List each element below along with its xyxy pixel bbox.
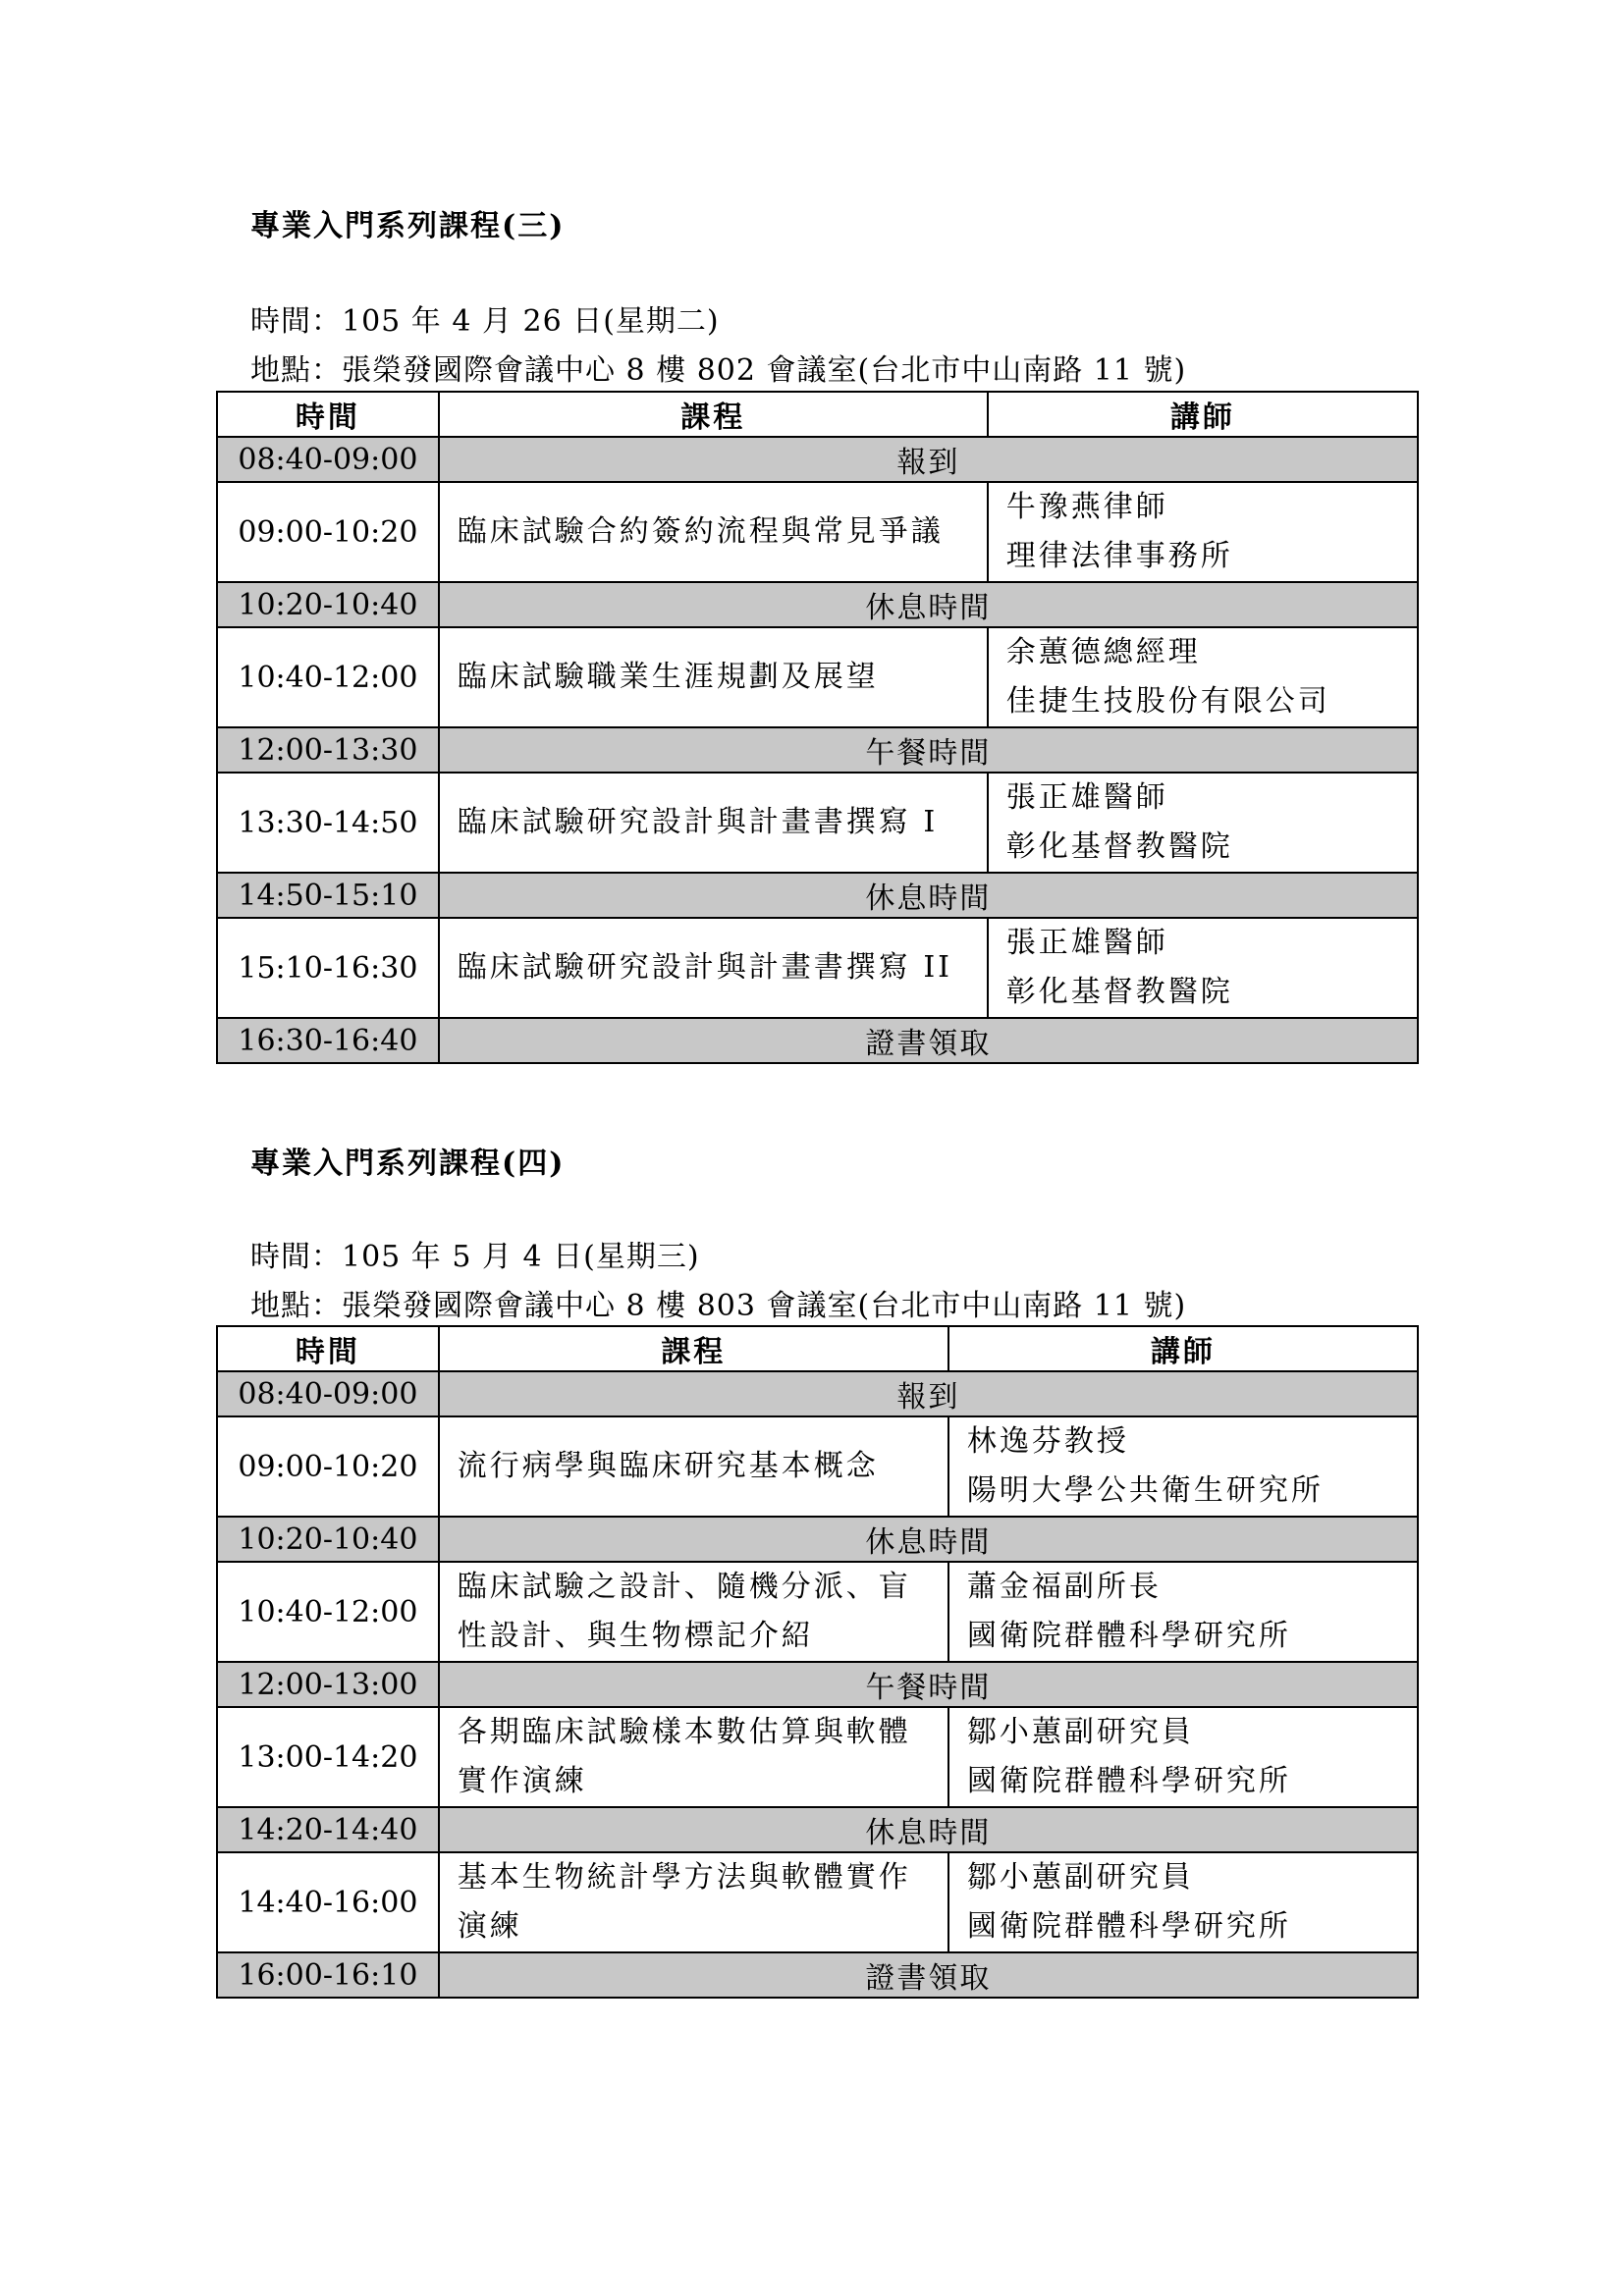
time-cell: 10:40-12:00: [217, 627, 439, 727]
course-line: 臨床試驗合約簽約流程與常見爭議: [457, 514, 944, 549]
break-note: 午餐時間: [439, 1662, 1418, 1707]
column-header: 講師: [988, 392, 1418, 437]
lecturer-line: 彰化基督教醫院: [1005, 975, 1233, 1009]
column-header: 講師: [948, 1326, 1418, 1371]
lecturer-line: 林逸芬教授: [966, 1424, 1129, 1459]
break-note: 休息時間: [439, 873, 1418, 918]
session-row: [217, 1707, 1418, 1807]
lecturer-line: 張正雄醫師: [1005, 780, 1168, 815]
lecturer-line: 國衛院群體科學研究所: [966, 1909, 1291, 1944]
course-cell: [439, 773, 988, 873]
course-line: 各期臨床試驗樣本數估算與軟體: [457, 1715, 911, 1749]
section-title: 專業入門系列課程(四): [250, 1147, 566, 1181]
time-cell: 14:20-14:40: [217, 1807, 439, 1852]
break-row: [217, 1018, 1418, 1063]
session-row: [217, 627, 1418, 727]
break-row: [217, 1952, 1418, 1998]
course-cell: [439, 1852, 948, 1952]
lecturer-line: 牛豫燕律師: [1005, 490, 1168, 524]
time-cell: 09:00-10:20: [217, 482, 439, 582]
break-row: [217, 582, 1418, 627]
lecturer-line: 佳捷生技股份有限公司: [1005, 684, 1330, 719]
session-row: [217, 1562, 1418, 1662]
venue-line: 地點：張榮發國際會議中心 8 樓 802 會議室(台北市中山南路 11 號): [250, 353, 1187, 388]
course-cell: [439, 918, 988, 1018]
course-line: 臨床試驗之設計、隨機分派、盲: [457, 1570, 911, 1604]
course-line: 實作演練: [457, 1764, 587, 1798]
schedule-table: [216, 391, 1419, 1064]
lecturer-line: 張正雄醫師: [1005, 926, 1168, 960]
lecturer-cell: [948, 1416, 1418, 1517]
lecturer-cell: [988, 482, 1418, 582]
schedule-body: [217, 1326, 1418, 1998]
lecturer-cell: [988, 773, 1418, 873]
lecturer-cell: [988, 627, 1418, 727]
lecturer-line: 彰化基督教醫院: [1005, 829, 1233, 864]
course-cell: [439, 1562, 948, 1662]
venue-line: 地點：張榮發國際會議中心 8 樓 803 會議室(台北市中山南路 11 號): [250, 1289, 1187, 1323]
time-cell: 12:00-13:00: [217, 1662, 439, 1707]
lecturer-cell: [988, 918, 1418, 1018]
time-cell: 08:40-09:00: [217, 437, 439, 482]
lecturer-line: 蕭金福副所長: [966, 1570, 1162, 1604]
course-line: 臨床試驗研究設計與計畫書撰寫 I: [457, 805, 939, 839]
column-header: 課程: [439, 392, 988, 437]
break-row: [217, 1371, 1418, 1416]
break-row: [217, 727, 1418, 773]
break-note: 休息時間: [439, 582, 1418, 627]
course-line: 基本生物統計學方法與軟體實作: [457, 1860, 911, 1895]
break-note: 報到: [439, 1371, 1418, 1416]
lecturer-line: 國衛院群體科學研究所: [966, 1619, 1291, 1653]
schedule-table: [216, 1325, 1419, 1999]
header-row: [217, 392, 1418, 437]
time-cell: 12:00-13:30: [217, 727, 439, 773]
time-cell: 14:40-16:00: [217, 1852, 439, 1952]
column-header: 時間: [217, 392, 439, 437]
time-cell: 14:50-15:10: [217, 873, 439, 918]
lecturer-cell: [948, 1562, 1418, 1662]
lecturer-line: 鄒小蕙副研究員: [966, 1860, 1194, 1895]
session-row: [217, 773, 1418, 873]
lecturer-line: 陽明大學公共衛生研究所: [966, 1473, 1324, 1508]
lecturer-cell: [948, 1707, 1418, 1807]
time-cell: 15:10-16:30: [217, 918, 439, 1018]
column-header: 課程: [439, 1326, 948, 1371]
time-cell: 08:40-09:00: [217, 1371, 439, 1416]
break-row: [217, 873, 1418, 918]
header-row: [217, 1326, 1418, 1371]
date-line: 時間：105 年 5 月 4 日(星期三): [250, 1240, 700, 1274]
break-row: [217, 1662, 1418, 1707]
break-note: 休息時間: [439, 1517, 1418, 1562]
course-line: 流行病學與臨床研究基本概念: [457, 1449, 879, 1483]
lecturer-line: 國衛院群體科學研究所: [966, 1764, 1291, 1798]
lecturer-cell: [948, 1852, 1418, 1952]
lecturer-line: 理律法律事務所: [1005, 539, 1233, 573]
course-line: 臨床試驗職業生涯規劃及展望: [457, 660, 879, 694]
session-row: [217, 1852, 1418, 1952]
time-cell: 13:00-14:20: [217, 1707, 439, 1807]
time-cell: 09:00-10:20: [217, 1416, 439, 1517]
time-cell: 10:40-12:00: [217, 1562, 439, 1662]
column-header: 時間: [217, 1326, 439, 1371]
course-line: 臨床試驗研究設計與計畫書撰寫 II: [457, 950, 953, 985]
lecturer-line: 余蕙德總經理: [1005, 635, 1201, 669]
break-row: [217, 1517, 1418, 1562]
course-cell: [439, 627, 988, 727]
time-cell: 10:20-10:40: [217, 582, 439, 627]
course-cell: [439, 1416, 948, 1517]
course-line: 性設計、與生物標記介紹: [457, 1619, 814, 1653]
course-cell: [439, 482, 988, 582]
section-title: 專業入門系列課程(三): [250, 209, 566, 243]
course-line: 演練: [457, 1909, 522, 1944]
session-row: [217, 1416, 1418, 1517]
time-cell: 13:30-14:50: [217, 773, 439, 873]
date-line: 時間：105 年 4 月 26 日(星期二): [250, 304, 720, 339]
break-row: [217, 1807, 1418, 1852]
break-note: 休息時間: [439, 1807, 1418, 1852]
break-note: 證書領取: [439, 1018, 1418, 1063]
break-note: 證書領取: [439, 1952, 1418, 1998]
time-cell: 16:30-16:40: [217, 1018, 439, 1063]
break-note: 報到: [439, 437, 1418, 482]
break-note: 午餐時間: [439, 727, 1418, 773]
break-row: [217, 437, 1418, 482]
schedule-body: [217, 392, 1418, 1063]
session-row: [217, 918, 1418, 1018]
time-cell: 16:00-16:10: [217, 1952, 439, 1998]
session-row: [217, 482, 1418, 582]
lecturer-line: 鄒小蕙副研究員: [966, 1715, 1194, 1749]
time-cell: 10:20-10:40: [217, 1517, 439, 1562]
course-cell: [439, 1707, 948, 1807]
